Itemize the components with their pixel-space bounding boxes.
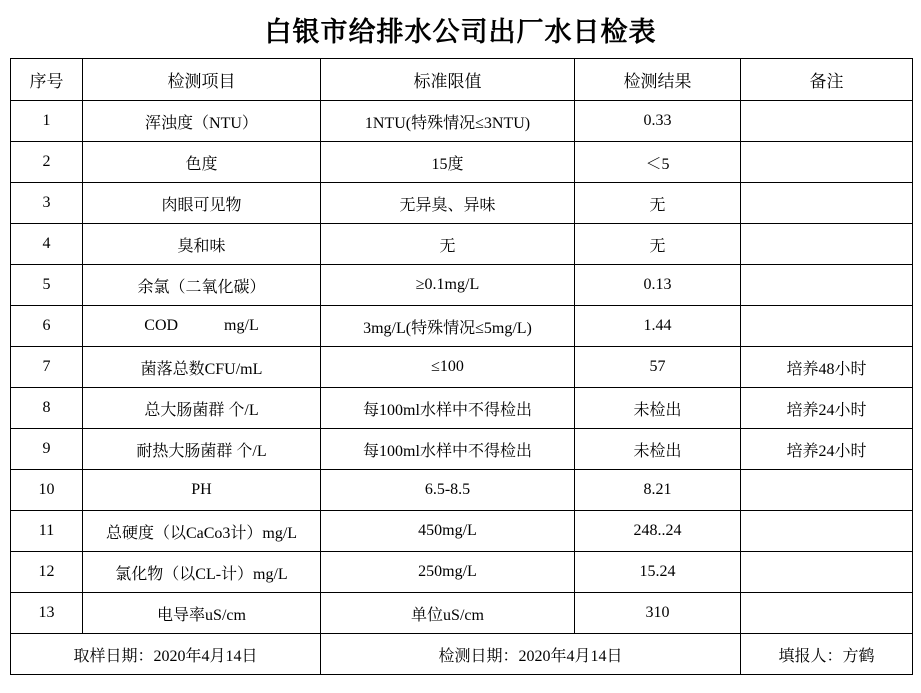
cell-result: 57: [575, 347, 741, 388]
table-row: [11, 593, 913, 634]
column-header-result: 检测结果: [575, 59, 741, 101]
cell-item: 臭和味: [83, 224, 321, 265]
table-row: [11, 101, 913, 142]
table-row: [11, 347, 913, 388]
table-row: [11, 183, 913, 224]
table-header: [11, 59, 913, 101]
cell-remark: [741, 265, 913, 306]
table-row: [11, 470, 913, 511]
cell-no: 1: [11, 101, 83, 142]
sampling-date: 取样日期：2020年4月14日: [11, 634, 321, 675]
cell-item: 肉眼可见物: [83, 183, 321, 224]
cell-item-unit: mg/L: [224, 317, 259, 334]
cell-item: 余氯（二氧化碳）: [83, 265, 321, 306]
cell-no: 10: [11, 470, 83, 511]
cell-no: 2: [11, 142, 83, 183]
cell-remark: [741, 142, 913, 183]
table-header-row: [11, 59, 913, 101]
cell-remark: [741, 470, 913, 511]
table-row: [11, 429, 913, 470]
table-body: [11, 101, 913, 675]
cell-no: 7: [11, 347, 83, 388]
cell-remark: [741, 511, 913, 552]
cell-result: ＜5: [575, 142, 741, 183]
cell-item: 氯化物（以CL-计）mg/L: [83, 552, 321, 593]
cell-limit: 每100ml水样中不得检出: [321, 429, 575, 470]
cell-result: 15.24: [575, 552, 741, 593]
cell-remark: [741, 101, 913, 142]
cell-limit: 3mg/L(特殊情况≤5mg/L): [321, 306, 575, 347]
table-row: [11, 388, 913, 429]
table-row: [11, 511, 913, 552]
cell-item: [83, 306, 321, 347]
cell-no: 12: [11, 552, 83, 593]
column-header-no: 序号: [11, 59, 83, 101]
table-row: [11, 306, 913, 347]
page-title: 白银市给排水公司出厂水日检表: [264, 16, 657, 47]
cell-no: 6: [11, 306, 83, 347]
cell-item: 浑浊度（NTU）: [83, 101, 321, 142]
column-header-limit: 标准限值: [321, 59, 575, 101]
cell-remark: [741, 306, 913, 347]
column-header-item: 检测项目: [83, 59, 321, 101]
cell-no: 4: [11, 224, 83, 265]
table-row: [11, 265, 913, 306]
table-row: [11, 552, 913, 593]
cell-result: 未检出: [575, 388, 741, 429]
cell-result: 1.44: [575, 306, 741, 347]
cell-remark: 培养48小时: [741, 347, 913, 388]
cell-remark: [741, 593, 913, 634]
cell-item: PH: [83, 470, 321, 511]
cell-remark: 培养24小时: [741, 429, 913, 470]
cell-no: 5: [11, 265, 83, 306]
cell-no: 13: [11, 593, 83, 634]
cell-no: 8: [11, 388, 83, 429]
cell-result: 248..24: [575, 511, 741, 552]
cell-item: 色度: [83, 142, 321, 183]
cell-limit: 1NTU(特殊情况≤3NTU): [321, 101, 575, 142]
cell-result: 无: [575, 183, 741, 224]
cell-no: 9: [11, 429, 83, 470]
cell-limit: 每100ml水样中不得检出: [321, 388, 575, 429]
cell-item-inner: [87, 317, 316, 335]
test-date: 检测日期：2020年4月14日: [321, 634, 741, 675]
cell-item: 总大肠菌群 个/L: [83, 388, 321, 429]
cell-item-label: COD: [144, 317, 179, 334]
cell-result: 未检出: [575, 429, 741, 470]
cell-limit: 250mg/L: [321, 552, 575, 593]
cell-limit: 单位uS/cm: [321, 593, 575, 634]
cell-remark: [741, 183, 913, 224]
cell-remark: 培养24小时: [741, 388, 913, 429]
cell-result: 0.13: [575, 265, 741, 306]
cell-no: 11: [11, 511, 83, 552]
cell-limit: ≤100: [321, 347, 575, 388]
cell-result: 无: [575, 224, 741, 265]
cell-limit: 450mg/L: [321, 511, 575, 552]
cell-item: 电导率uS/cm: [83, 593, 321, 634]
column-header-remark: 备注: [741, 59, 913, 101]
cell-item: 耐热大肠菌群 个/L: [83, 429, 321, 470]
cell-limit: 15度: [321, 142, 575, 183]
table-row: [11, 142, 913, 183]
cell-result: 310: [575, 593, 741, 634]
cell-remark: [741, 552, 913, 593]
cell-result: 8.21: [575, 470, 741, 511]
cell-no: 3: [11, 183, 83, 224]
cell-limit: 无异臭、异味: [321, 183, 575, 224]
cell-result: 0.33: [575, 101, 741, 142]
table-footer-row: [11, 634, 913, 675]
table-row: [11, 224, 913, 265]
water-quality-table: [10, 58, 913, 675]
cell-limit: 无: [321, 224, 575, 265]
cell-limit: 6.5-8.5: [321, 470, 575, 511]
cell-item: 菌落总数CFU/mL: [83, 347, 321, 388]
title-row: [0, 0, 921, 58]
cell-limit: ≥0.1mg/L: [321, 265, 575, 306]
reporter: 填报人：方鹤: [741, 634, 913, 675]
cell-item: 总硬度（以CaCo3计）mg/L: [83, 511, 321, 552]
cell-remark: [741, 224, 913, 265]
